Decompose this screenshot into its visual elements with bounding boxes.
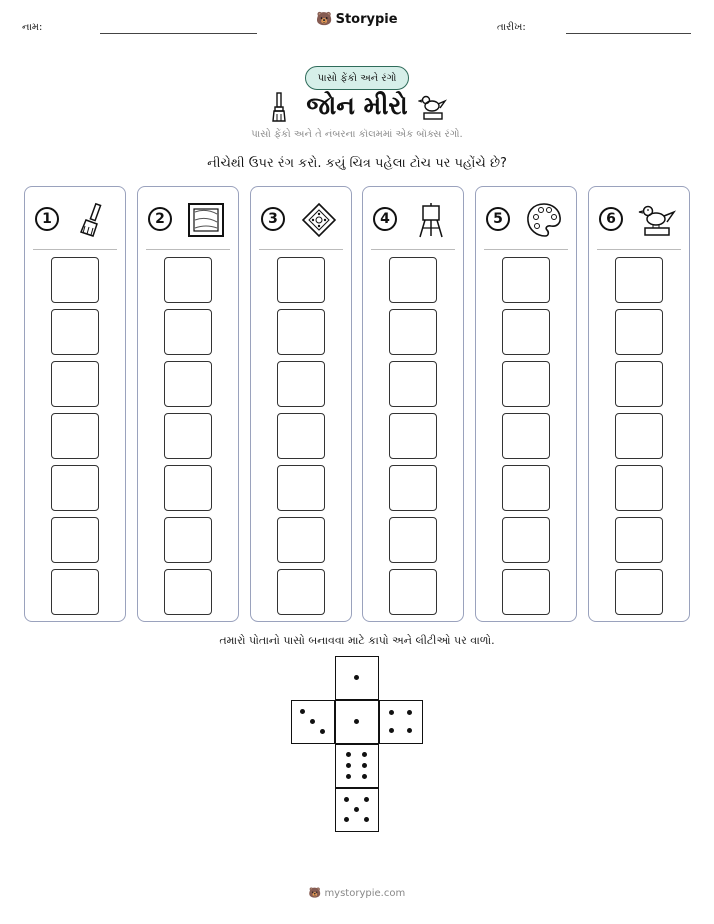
tile-artwork-icon [299, 200, 339, 240]
color-box[interactable] [277, 517, 325, 563]
dice-pip [362, 752, 367, 757]
column-5 [475, 186, 577, 622]
column-4 [362, 186, 464, 622]
column-number: 6 [599, 207, 623, 231]
color-box[interactable] [502, 309, 550, 355]
column-divider [484, 249, 568, 250]
instructions-subtitle: પાસો ફેંકો અને તે નંબરના કૉલમમાં એક બૉક્સ રંગો. [251, 129, 463, 140]
color-box[interactable] [164, 517, 212, 563]
dice-pip [362, 763, 367, 768]
color-box[interactable] [164, 309, 212, 355]
dice-face-3 [291, 700, 335, 744]
footer-url[interactable]: mystorypie.com [324, 888, 406, 899]
name-label: નામ: [22, 22, 43, 33]
color-box[interactable] [389, 517, 437, 563]
color-box[interactable] [389, 569, 437, 615]
color-box[interactable] [389, 309, 437, 355]
dice-pip [407, 728, 412, 733]
dice-pip [346, 774, 351, 779]
dice-pip [310, 719, 315, 724]
dice-pip [344, 797, 349, 802]
dice-pip [354, 807, 359, 812]
cut-instruction: તમારો પોતાનો પાસો બનાવવા માટે કાપો અને લીટીઓ પર વાળો. [219, 634, 495, 647]
column-number: 4 [373, 207, 397, 231]
column-6 [588, 186, 690, 622]
palette-icon [524, 200, 564, 240]
color-box[interactable] [51, 569, 99, 615]
color-box[interactable] [277, 361, 325, 407]
brand-logo [0, 12, 714, 27]
color-box[interactable] [51, 465, 99, 511]
dice-pip [362, 774, 367, 779]
color-box[interactable] [51, 309, 99, 355]
color-box[interactable] [277, 309, 325, 355]
color-box[interactable] [277, 569, 325, 615]
column-divider [371, 249, 455, 250]
column-divider [146, 249, 230, 250]
column-number: 3 [261, 207, 285, 231]
color-box[interactable] [615, 517, 663, 563]
brand-name: Storypie [335, 12, 398, 27]
column-divider [259, 249, 343, 250]
dice-pip [364, 797, 369, 802]
column-2 [137, 186, 239, 622]
bear-logo-icon: 🐻 [308, 888, 322, 899]
color-box[interactable] [389, 361, 437, 407]
question-text: નીચેથી ઉપર રંગ કરો. કયું ચિત્ર પહેલા ટોચ પર પહોંચે છે? [207, 156, 507, 171]
date-label: તારીખ: [497, 22, 526, 33]
bird-sculpture-icon [418, 92, 448, 122]
column-3 [250, 186, 352, 622]
column-number: 2 [148, 207, 172, 231]
color-box[interactable] [502, 517, 550, 563]
name-line[interactable] [100, 33, 257, 34]
column-number: 1 [35, 207, 59, 231]
dice-pip [354, 719, 359, 724]
bear-logo-icon: 🐻 [316, 12, 333, 27]
dice-face-1 [335, 700, 379, 744]
easel-icon [411, 200, 451, 240]
color-box[interactable] [389, 465, 437, 511]
dice-pip [389, 728, 394, 733]
dice-pip [354, 675, 359, 680]
bird-sculpture-icon [637, 200, 677, 240]
color-box[interactable] [615, 361, 663, 407]
color-box[interactable] [389, 257, 437, 303]
color-box[interactable] [164, 257, 212, 303]
color-box[interactable] [502, 413, 550, 459]
dice-pip [300, 709, 305, 714]
dice-pip [364, 817, 369, 822]
dice-pip [346, 752, 351, 757]
column-divider [33, 249, 117, 250]
paintbrush-icon [73, 200, 113, 240]
color-box[interactable] [164, 413, 212, 459]
color-box[interactable] [164, 361, 212, 407]
color-box[interactable] [615, 413, 663, 459]
color-box[interactable] [615, 309, 663, 355]
color-box[interactable] [389, 413, 437, 459]
activity-pill: પાસો ફેંકો અને રંગો [305, 66, 409, 90]
dice-face-6 [335, 744, 379, 788]
color-box[interactable] [51, 517, 99, 563]
footer [0, 888, 714, 899]
color-box[interactable] [615, 569, 663, 615]
color-box[interactable] [502, 257, 550, 303]
dice-pip [389, 710, 394, 715]
color-box[interactable] [164, 569, 212, 615]
color-box[interactable] [615, 465, 663, 511]
dice-face-4 [379, 700, 423, 744]
color-box[interactable] [502, 569, 550, 615]
dice-pip [346, 763, 351, 768]
dice-pip [407, 710, 412, 715]
color-box[interactable] [502, 361, 550, 407]
page-title: જોન મીરો [306, 91, 408, 120]
date-line[interactable] [566, 33, 691, 34]
dice-face-1 [335, 656, 379, 700]
framed-canvas-icon [186, 200, 226, 240]
column-divider [597, 249, 681, 250]
column-1 [24, 186, 126, 622]
column-number: 5 [486, 207, 510, 231]
color-box[interactable] [277, 413, 325, 459]
color-box[interactable] [615, 257, 663, 303]
color-box[interactable] [51, 361, 99, 407]
dice-face-5 [335, 788, 379, 832]
color-box[interactable] [502, 465, 550, 511]
color-box[interactable] [51, 257, 99, 303]
dice-pip [320, 729, 325, 734]
color-box[interactable] [277, 257, 325, 303]
color-box[interactable] [277, 465, 325, 511]
color-box[interactable] [51, 413, 99, 459]
color-box[interactable] [164, 465, 212, 511]
dice-pip [344, 817, 349, 822]
